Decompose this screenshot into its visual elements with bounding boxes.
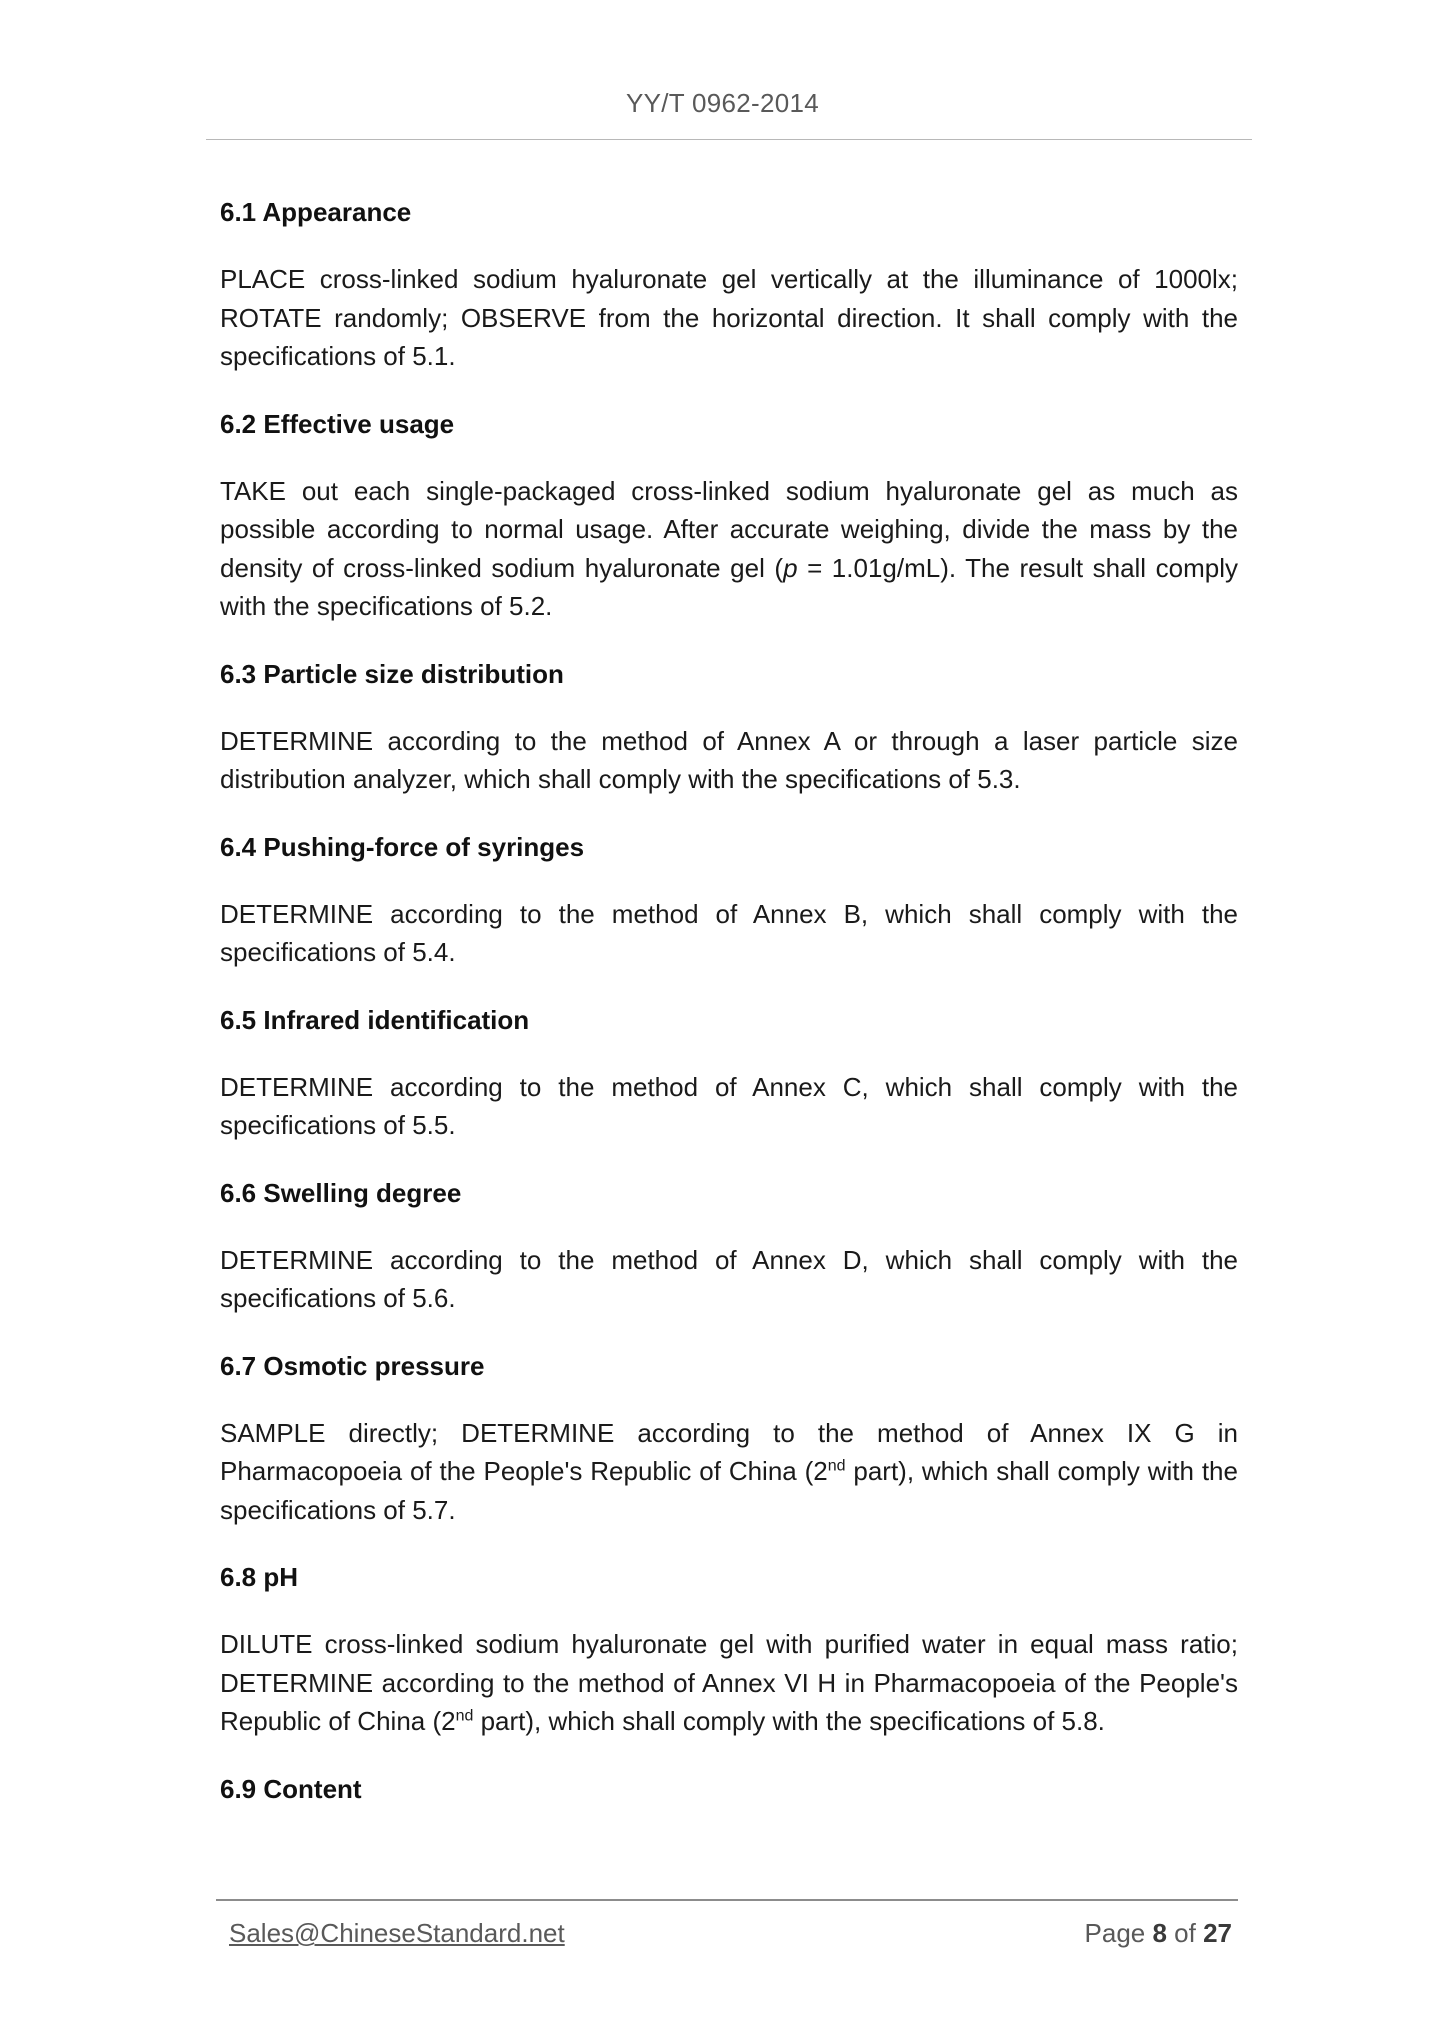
section-text (220, 1414, 1238, 1530)
text-before-superscript: SAMPLE directly; DETERMINE according to the method of Annex IX G in Pharmacopoeia of the People's Republic of China (2 (220, 1417, 1238, 1486)
footer-divider (216, 1899, 1238, 1901)
section-6-5 (220, 1001, 1238, 1145)
section-heading: 6.6 Swelling degree (220, 1177, 462, 1208)
section-heading: 6.3 Particle size distribution (220, 658, 564, 689)
section-6-1 (220, 193, 1238, 376)
text-before-symbol: TAKE out each single-packaged cross-linked sodium hyaluronate gel as much as possible according to normal usage. After accurate weighing, divide the mass by the density of cross-linked sodium hyaluronate gel ( (220, 475, 1238, 583)
section-heading: 6.5 Infrared identification (220, 1004, 530, 1035)
section-6-2 (220, 405, 1238, 626)
section-text (220, 1625, 1238, 1741)
section-heading: 6.4 Pushing-force of syringes (220, 831, 585, 862)
document-body (220, 193, 1238, 1837)
sales-email-link[interactable]: Sales@ChineseStandard.net (229, 1918, 565, 1948)
page-separator: of (1166, 1918, 1204, 1948)
section-6-9 (220, 1770, 1238, 1808)
section-heading: 6.9 Content (220, 1773, 362, 1804)
density-symbol: p (783, 552, 798, 583)
section-text: DETERMINE according to the method of Annex B, which shall comply with the specifications of 5.4. (220, 898, 1238, 967)
text-after-superscript: part), which shall comply with the specifications of 5.8. (473, 1706, 1105, 1736)
section-heading: 6.2 Effective usage (220, 408, 455, 439)
section-text (220, 472, 1238, 626)
section-6-7 (220, 1347, 1238, 1530)
text-after-symbol: = 1.01g/mL). The result shall comply with the specifications of 5.2. (220, 552, 1238, 621)
page-number (1085, 1918, 1232, 1949)
section-6-6 (220, 1174, 1238, 1318)
section-heading: 6.7 Osmotic pressure (220, 1350, 485, 1381)
page-prefix: Page (1084, 1918, 1153, 1948)
section-6-4 (220, 828, 1238, 972)
section-6-8 (220, 1558, 1238, 1741)
text-before-superscript: DILUTE cross-linked sodium hyaluronate gel with purified water in equal mass ratio; DETERMINE according to the method of Annex VI H in Pharmacopoeia of the People's Republic of China (2 (220, 1629, 1238, 1736)
section-heading: 6.1 Appearance (220, 197, 412, 227)
section-text: DETERMINE according to the method of Annex D, which shall comply with the specifications of 5.6. (220, 1244, 1238, 1313)
section-text: DETERMINE according to the method of Annex A or through a laser particle size distribution analyzer, which shall comply with the specifications of 5.3. (220, 725, 1238, 794)
page-total: 27 (1203, 1918, 1232, 1948)
section-text: PLACE cross-linked sodium hyaluronate gel vertically at the illuminance of 1000lx; ROTATE randomly; OBSERVE from the horizontal direction. It shall comply with the specifications of 5.1. (220, 264, 1238, 371)
page-current: 8 (1152, 1918, 1167, 1948)
ordinal-superscript: nd (455, 1707, 474, 1725)
section-text: DETERMINE according to the method of Annex C, which shall comply with the specifications of 5.5. (220, 1071, 1238, 1140)
document-code-header: YY/T 0962-2014 (625, 88, 820, 118)
text-after-superscript: part), which shall comply with the specifications of 5.7. (220, 1456, 1238, 1525)
header-divider (206, 139, 1252, 140)
section-6-3 (220, 655, 1238, 799)
section-heading: 6.8 pH (220, 1562, 299, 1592)
ordinal-superscript: nd (827, 1457, 846, 1475)
